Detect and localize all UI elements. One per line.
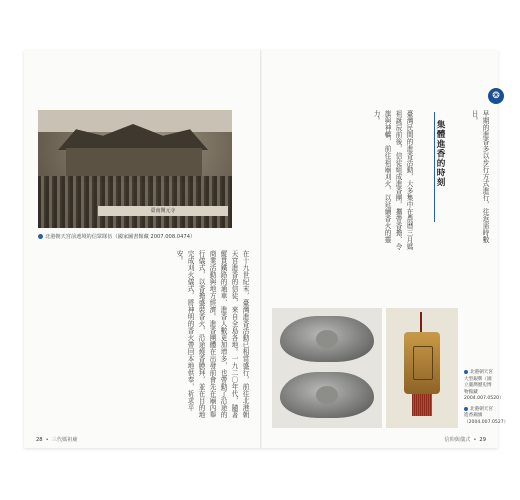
- caption-bullet-icon: [38, 234, 43, 239]
- book-spine: [260, 50, 262, 448]
- bronze-medal-photo: [386, 308, 458, 428]
- left-folio: 28 • 三代媽祖廟: [36, 437, 78, 443]
- silver-plaque-1: [280, 316, 374, 362]
- right-folio: 信仰與儀式 • 29: [444, 437, 486, 443]
- right-body-text-2: 早期的進香多以步行方式進行，往返需時數日。: [470, 110, 489, 243]
- caption-item: 北港朝天宮進香錦旗（2004.007.0527）: [464, 406, 509, 425]
- publisher-logo-icon: ❂: [488, 88, 504, 104]
- medal-tassel: [412, 394, 432, 416]
- medal-cord: [420, 312, 422, 334]
- silver-plaque-2: [280, 372, 374, 418]
- caption-bullet-icon: [464, 370, 468, 374]
- right-body-text: 臺灣民間的進香活動，大多集中在農曆三月媽祖誕辰前後，信徒組成進香團，攜帶香擔、令旗與神轎，前往祖廟刈火，以延續香火的靈力。: [372, 110, 413, 250]
- caption-bullet-icon: [464, 407, 468, 411]
- section-heading: 集體進香的時刻: [435, 120, 445, 188]
- medal: [404, 332, 440, 394]
- left-body-text: 在十九世紀末，臺灣進香活動已相當盛行，前往北港朝天宮進香的信徒，來自全島各地。一九二〇年代，隨著縱貫鐵路的通車，進香人數更加增多，也帶動了沿途的商業活動與地方經濟。進香團體在出發前會先在廟內舉行儀式，以香擔盛裝香火，沿途燒香膜拜，並在目的地完成刈火儀式，將神明的香火帶回本地供奉，祈求平安。: [175, 250, 249, 418]
- temple-procession-photo: [38, 110, 232, 228]
- book-spread: [24, 50, 509, 448]
- silver-plaques-photo: [272, 308, 382, 428]
- photo-caption: 北港朝天宮前遶境的信眾隊伍（國家圖書館藏 2007.008.0474）: [38, 233, 234, 241]
- caption-item: 北港朝天宮大型銀牌（國立臺灣歷史博物館藏 2004.007.0520）: [464, 370, 504, 401]
- photo-captions: [464, 370, 509, 430]
- photo-inscription: 臺南開元寺: [98, 206, 228, 216]
